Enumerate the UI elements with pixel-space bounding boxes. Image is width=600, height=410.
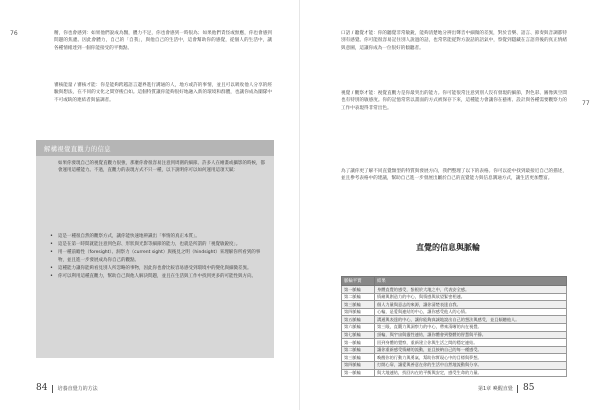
right-paragraph-auditory: 口語 / 聽覺才能：你的聽覺非常敏銳，能夠清楚地分辨出聲音中細微的差異，對於音樂、語言、節奏與音調都特別有感覺。你可能很容易記住別人說過的話，也常常能從對方說話的語氣中，察覺到隱藏在言語背後的真正情緒與意圖，這讓你成為一位很好的傾聽者。 (341, 31, 567, 51)
table-cell: 身體直覺的感受，紮根於大地之中，代表安全感。 (375, 286, 567, 294)
table-row (342, 369, 567, 377)
table-cell: 第二脈輪 (342, 346, 375, 354)
table-cell: 第六脈輪 (342, 323, 375, 331)
table-row (342, 346, 567, 354)
right-page-number: 85 (522, 383, 535, 393)
table-cell: 與大地連結，找回內在的平衡與安定，感受生命的力量。 (375, 369, 567, 377)
right-footer-title: 喚醒直覺 (492, 386, 513, 392)
table-row (342, 361, 567, 369)
table-cell: 第四脈輪 (342, 361, 375, 369)
table-cell: 第一脈輪 (342, 369, 375, 377)
table-row (342, 354, 567, 362)
left-side-number: 76 (10, 30, 18, 37)
table-row (342, 331, 567, 339)
table-cell: 個人力量與意志的來源，讓你清楚表達自我。 (375, 301, 567, 309)
bullet-item: • 這是一種很自然的觀察方式，讓你能快速地辨識出「事情的真正本質」。 (50, 233, 268, 240)
table-row (342, 301, 567, 309)
table-header-row (342, 277, 567, 286)
bullet-item: • 用一種前瞻性（foresight）、洞察力（current sight）與後見之明（hindsight）來理解你所看到的事物，並且進一步發展成為你自己的觀點。 (50, 249, 268, 263)
table-cell: 第一脈輪 (342, 339, 375, 347)
table-cell: 第五脈輪 (342, 316, 375, 324)
table-row (342, 286, 567, 294)
table-row (342, 293, 567, 301)
right-footer (478, 383, 534, 393)
table-row (342, 339, 567, 347)
left-page-number: 84 (36, 383, 48, 393)
bullet-item: • 你可以利用這種直觀力，幫助自己與他人解決問題，並且在生活與工作中找到更多的可能性與方向。 (50, 273, 268, 280)
table-cell: 溝通與表達的中心，讓你能夠真誠地說出自己的想法與感受，並且傾聽他人。 (375, 316, 567, 324)
table-header-result: 結果 (375, 277, 567, 286)
bullet-item: • 這種能力讓你能夠看見別人所忽略的事物，因此你也會比較容易感受到環境中的變化與細微差異。 (50, 265, 268, 272)
left-paragraph-top: 精，你也會感到：如果他們說成為醫，體力不足，你也會感到一時很為；如果他們責怪或無應，你也會感到問題的焦慮。因此會體力，自己的「自我」，與他自己的生活中，這會幫助你的感覺，從個人的生活中，讓各種情緒達到一個你能接受的平衡點。 (54, 31, 272, 51)
right-side-number: 77 (582, 100, 590, 107)
table-header-chakra: 脈輪平實 (342, 277, 375, 286)
table-cell: 第三脈輪 (342, 301, 375, 309)
table-cell: 喚醒你的行動力與勇氣，幫助你實現心中的目標與夢想。 (375, 354, 567, 362)
table-cell: 頂輪，與宇宙與靈性連結，讓你體會到整體的智慧與平靜。 (375, 331, 567, 339)
table-cell: 第三脈輪 (342, 354, 375, 362)
sidebar-bullet-list (50, 233, 268, 281)
table-cell: 第二脈輪 (342, 293, 375, 301)
table-cell: 情緒與創造力的中心，與情感與欲望緊密相連。 (375, 293, 567, 301)
section-heading: 直覺的信息與脈輪 (416, 243, 480, 252)
table-cell: 回到身體的覺察，重新建立你與生活之間的穩定連結。 (375, 339, 567, 347)
right-paragraph-visual: 視覺 / 觀察才能：視覺直觀力是你最突出的能力。你可能很常注意到別人沒有發現的細節，對色彩、圖像與空間也有特別的敏感度。你的記憶常常以畫面的方式被保存下來，這種能力會讓你在藝術、設計與各種需要觀察力的工作中表現得非常出色。 (341, 91, 567, 111)
table-cell: 第四脈輪 (342, 308, 375, 316)
table-cell: 讓你重新感受情緒的流動，並且接納自己的每一種感受。 (375, 346, 567, 354)
left-footer-title: 培養直覺力的方法 (57, 386, 98, 392)
table-cell: 打開心扉，讓愛與善意在你的生活中自然地流動與分享。 (375, 361, 567, 369)
left-footer (36, 383, 98, 393)
chakra-table (341, 276, 567, 377)
table-cell: 第三眼，直觀力與洞察力的中心，帶來清晰的內在視覺。 (375, 323, 567, 331)
sidebar-box-title: 解構視覺直觀力的信息 (44, 146, 111, 153)
table-cell: 心輪，是愛與連結的中心，讓你感受他人的心情。 (375, 308, 567, 316)
table-row (342, 316, 567, 324)
sidebar-box-intro: 如果你發現自己的視覺直觀力很強，那麼你會很容易注意到周圍的細節。許多人在繪畫或攝影的時候，都會運用這種能力。不過，直觀力的表現方式不只一種，以下說明你可以如何運用這項天賦： (58, 161, 265, 174)
table-cell: 第七脈輪 (342, 331, 375, 339)
bullet-item: • 這是在第一時間就能注意到色彩、形狀與光影等細節的能力，也就是所謂的「視覺敏銳度」。 (50, 241, 268, 248)
table-cell: 第一脈輪 (342, 286, 375, 294)
right-paragraph-intro: 為了讓你更了解不同直覺類型的特質與發展方向，我們整理了以下的表格。你可以從中找到最接近自己的描述，並且參考表格中的建議，幫助自己進一步發展出屬於自己的直覺能力與信息溝通方式，讓生活更加豐富。 (341, 169, 567, 182)
left-paragraph-emotional: 審核能量 / 審核才能：你是能夠跨越語言邊界進行溝通的人，地方或許的事情，並且可以吸收他人分享的經驗與想法，在不同的文化之間穿梭自如。這個特質讓你能夠很好地融入新的環境和群體，也讓你成為團隊中不可或缺的連結者與協調者。 (54, 83, 272, 103)
table-row (342, 308, 567, 316)
table-row (342, 323, 567, 331)
right-footer-chapter: 第1章 (478, 386, 492, 392)
